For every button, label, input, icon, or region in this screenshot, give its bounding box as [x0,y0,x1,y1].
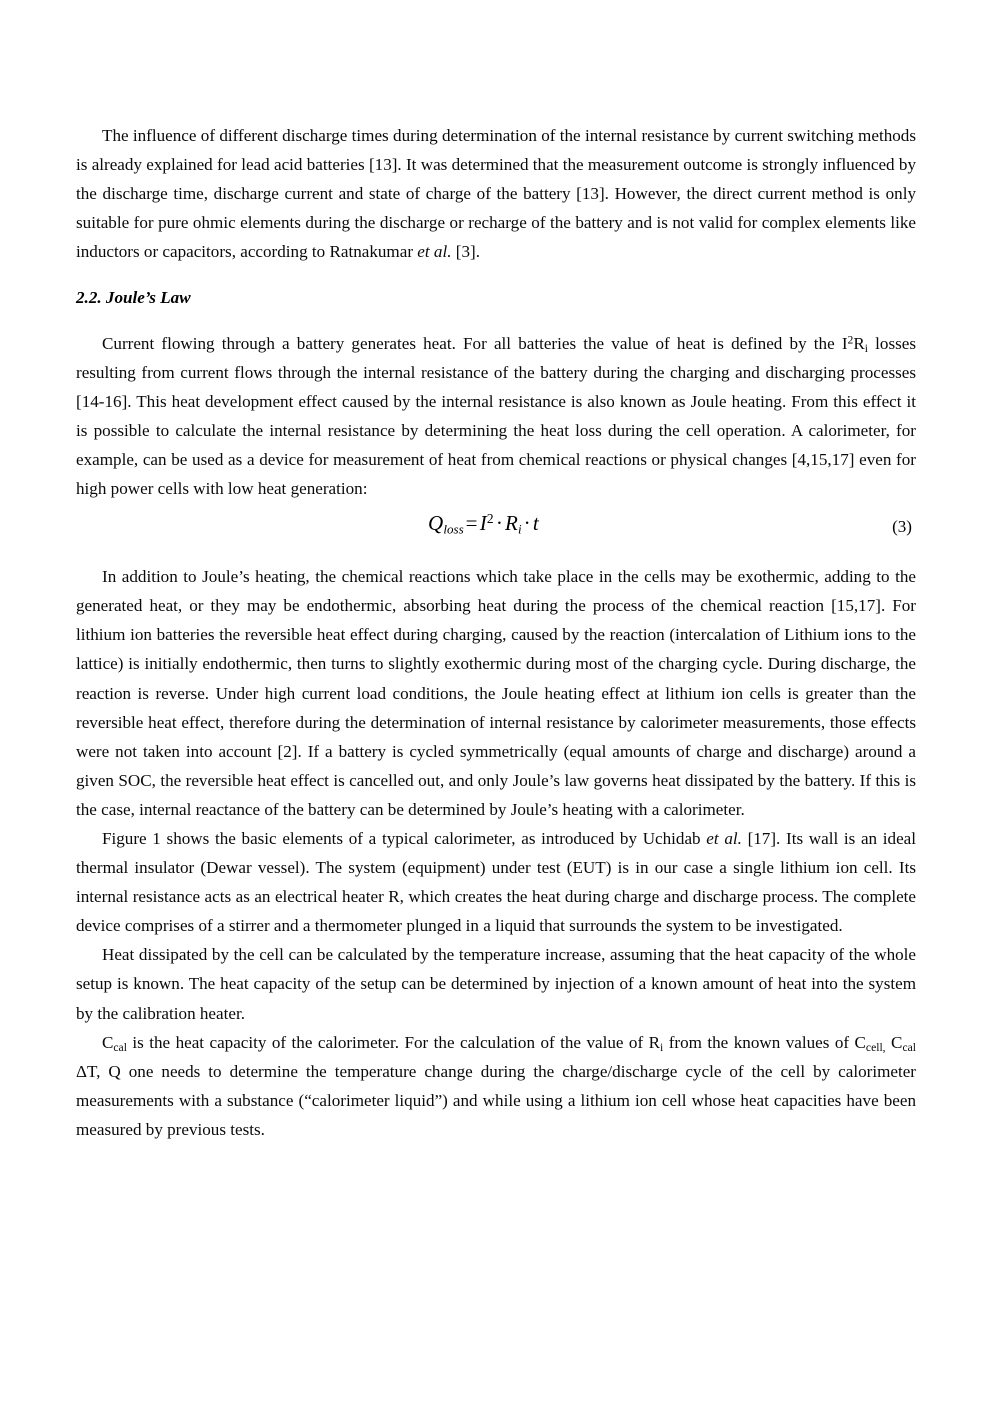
symbol-c-cal-2: C [891,1032,903,1052]
superscript-two: 2 [847,333,854,347]
symbol-c-cal: C [102,1032,114,1052]
equation-dot-1: · [495,511,504,536]
latin-abbreviation-et-al: et al. [417,242,452,262]
subscript-internal: i [864,341,868,355]
paragraph-discharge-times [76,121,916,266]
equation-i: I [479,511,487,536]
paragraph-heat-capacity-calorimeter [76,1028,916,1144]
equation-q-subscript: loss [443,521,464,537]
paragraph-joules-law-intro [76,329,916,504]
equation-dot-2: · [523,511,531,536]
paragraph-ccal-text-1: is the heat capacity of the calorimeter. For the calculation of the value of [126,1032,649,1052]
paragraph-heat-dissipated: Heat dissipated by the cell can be calculated by the temperature increase, assuming that the heat capacity of the whole setup is known. The heat capacity of the setup can be determined by injection of a known amount of heat into the system by the calibration heater. [76,945,916,1023]
equation-block-3 [76,503,916,562]
latin-abbreviation-et-al-2: et al. [706,828,742,848]
subscript-cell: cell, [865,1040,886,1054]
equation-q: Q [428,511,444,536]
subscript-cal-2: cal [902,1040,916,1054]
paragraph-reversible-heat-effect: In addition to Joule’s heating, the chemical reactions which take place in the cells may be exothermic, adding to the generated heat, or they may be endothermic, absorbing heat during the process of the chemical reaction [15,17]. For lithium ion batteries the reversible heat effect during charging, caused by the reaction (intercalation of Lithium ions to the lattice) is initially endothermic, then turns to slightly exothermic during most of the charging cycle. During discharge, the reaction is reverse. Under high current load conditions, the Joule heating effect at lithium ion cells is greater than the reversible heat effect, therefore during the determination of internal resistance by calorimeter measurements, those effects were not taken into account [2]. If a battery is cycled symmetrically (equal amounts of charge and discharge) around a given SOC, the reversible heat effect is cancelled out, and only Joule’s law governs heat dissipated by the battery. If this is the case, internal reactance of the battery can be determined by Joule’s heating with a calorimeter. [76,567,916,819]
symbol-resistance: R [853,333,865,353]
symbol-r-internal: R [648,1032,661,1052]
paragraph-ccal-text-2: from the known values of [663,1032,855,1052]
equation-t: t [532,511,539,536]
equation-i-exponent: 2 [486,511,494,527]
paragraph-text: The influence of different discharge times during determination of the internal resistance by current switching methods is already explained for lead acid batteries [13]. It was determined that the measurement outcome is strongly influenced by the discharge time, discharge current and state of charge of the battery [13]. However, the direct current method is only suitable for pure ohmic elements during the discharge or recharge of the battery and is not valid for complex elements like inductors or capacitors, according to Ratnakumar [76,126,916,262]
section-heading-joules-law: 2.2. Joule’s Law [76,288,191,308]
equation-r: R [505,511,519,536]
subscript-cal: cal [113,1040,127,1054]
equation-number: (3) [892,517,912,537]
paragraph-rest-text: losses resulting from current flows through the internal resistance of the battery during the charging and discharging processes [14-16]. This heat development effect caused by the internal resistance is also known as Joule heating. From this effect it is possible to calculate the internal resistance by determining the heat loss during the cell operation. A calorimeter, for example, can be used as a device for measurement of heat from chemical reactions or physical changes [4,15,17] even for high power cells with low heat generation: [76,333,916,499]
paragraph-figure-text-continued: [17]. Its wall is an ideal thermal insulator (Dewar vessel). The system (equipment) under test (EUT) is in our case a single lithium ion cell. Its internal resistance acts as an electrical heater R, which creates the heat during charge and discharge process. The complete device comprises of a stirrer and a thermometer plunged in a liquid that surrounds the system to be investigated. [76,828,916,936]
paragraph-figure-description [76,824,916,940]
paragraph-ccal-text-3: ΔT, Q one needs to determine the temperature change during the charge/discharge cycle of the cell by calorimeter measurements with a substance (“calorimeter liquid”) and while using a lithium ion cell whose heat capacities have been measured by previous tests. [76,1061,916,1139]
symbol-current: I [841,333,848,353]
equation-joule-heat [428,511,539,538]
paragraph-text-continued: [3]. [451,242,480,262]
equation-equals: = [465,511,478,536]
paragraph-figure-text: Figure 1 shows the basic elements of a typical calorimeter, as introduced by Uchidab [102,828,707,848]
equation-r-subscript: i [518,521,522,537]
subscript-i: i [660,1040,664,1054]
paragraph-lead-text: Current flowing through a battery generates heat. For all batteries the value of heat is defined by the [102,333,842,353]
symbol-c-cell: C [854,1032,866,1052]
